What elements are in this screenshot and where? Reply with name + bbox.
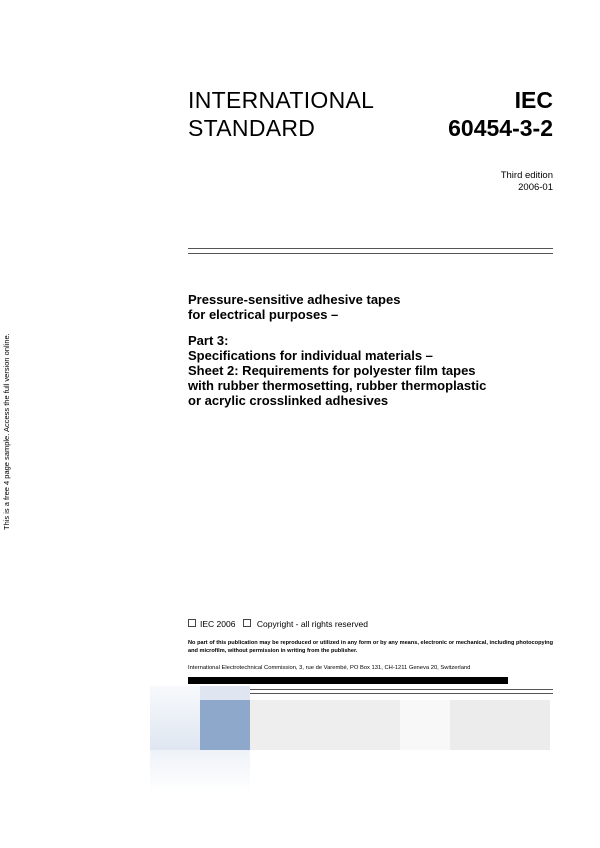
reproduction-notice: No part of this publication may be reproduced or utilized in any form or by any means, electronic or mechanical, including photocopying and microfilm, without permission in writing from the publisher. [188, 640, 553, 654]
copyright-line [188, 619, 368, 629]
tile [250, 700, 400, 750]
edition-date: 2006-01 [518, 182, 553, 193]
tile [450, 700, 550, 750]
standard-code [448, 86, 553, 142]
tile [150, 686, 200, 750]
subject-line-1: Pressure-sensitive adhesive tapes [188, 292, 401, 307]
redaction-bar [188, 677, 508, 684]
edition-info [501, 170, 553, 194]
subject-line-2: for electrical purposes – [188, 307, 339, 322]
document-type-title [188, 86, 374, 142]
document-subject [188, 292, 558, 408]
title-line-2: STANDARD [188, 115, 316, 141]
code-line-1: IEC [514, 87, 553, 113]
tile [200, 686, 250, 700]
spec-line-4: or acrylic crosslinked adhesives [188, 393, 389, 408]
tile-accent [200, 700, 250, 750]
publisher-address: International Electrotechnical Commission, 3, rue de Varembé, PO Box 131, CH-1211 Geneva 20, Switzerland [188, 665, 471, 671]
sample-notice-vertical: This is a free 4 page sample. Access the full version online. [2, 333, 11, 530]
copyright-symbol-icon [188, 619, 196, 627]
tile [400, 700, 450, 750]
title-line-1: INTERNATIONAL [188, 87, 375, 113]
tile [150, 750, 250, 792]
copyright-symbol-icon [243, 619, 251, 627]
part-label: Part 3: [188, 333, 229, 348]
header-divider [188, 248, 553, 254]
spec-line-3: with rubber thermosetting, rubber thermoplastic [188, 378, 487, 393]
spec-line-2: Sheet 2: Requirements for polyester film tapes [188, 363, 476, 378]
spec-line-1: Specifications for individual materials – [188, 348, 433, 363]
copyright-text: Copyright - all rights reserved [256, 619, 368, 629]
code-line-2: 60454-3-2 [448, 115, 553, 141]
edition-label: Third edition [500, 170, 553, 181]
copyright-org: IEC 2006 [200, 619, 236, 629]
